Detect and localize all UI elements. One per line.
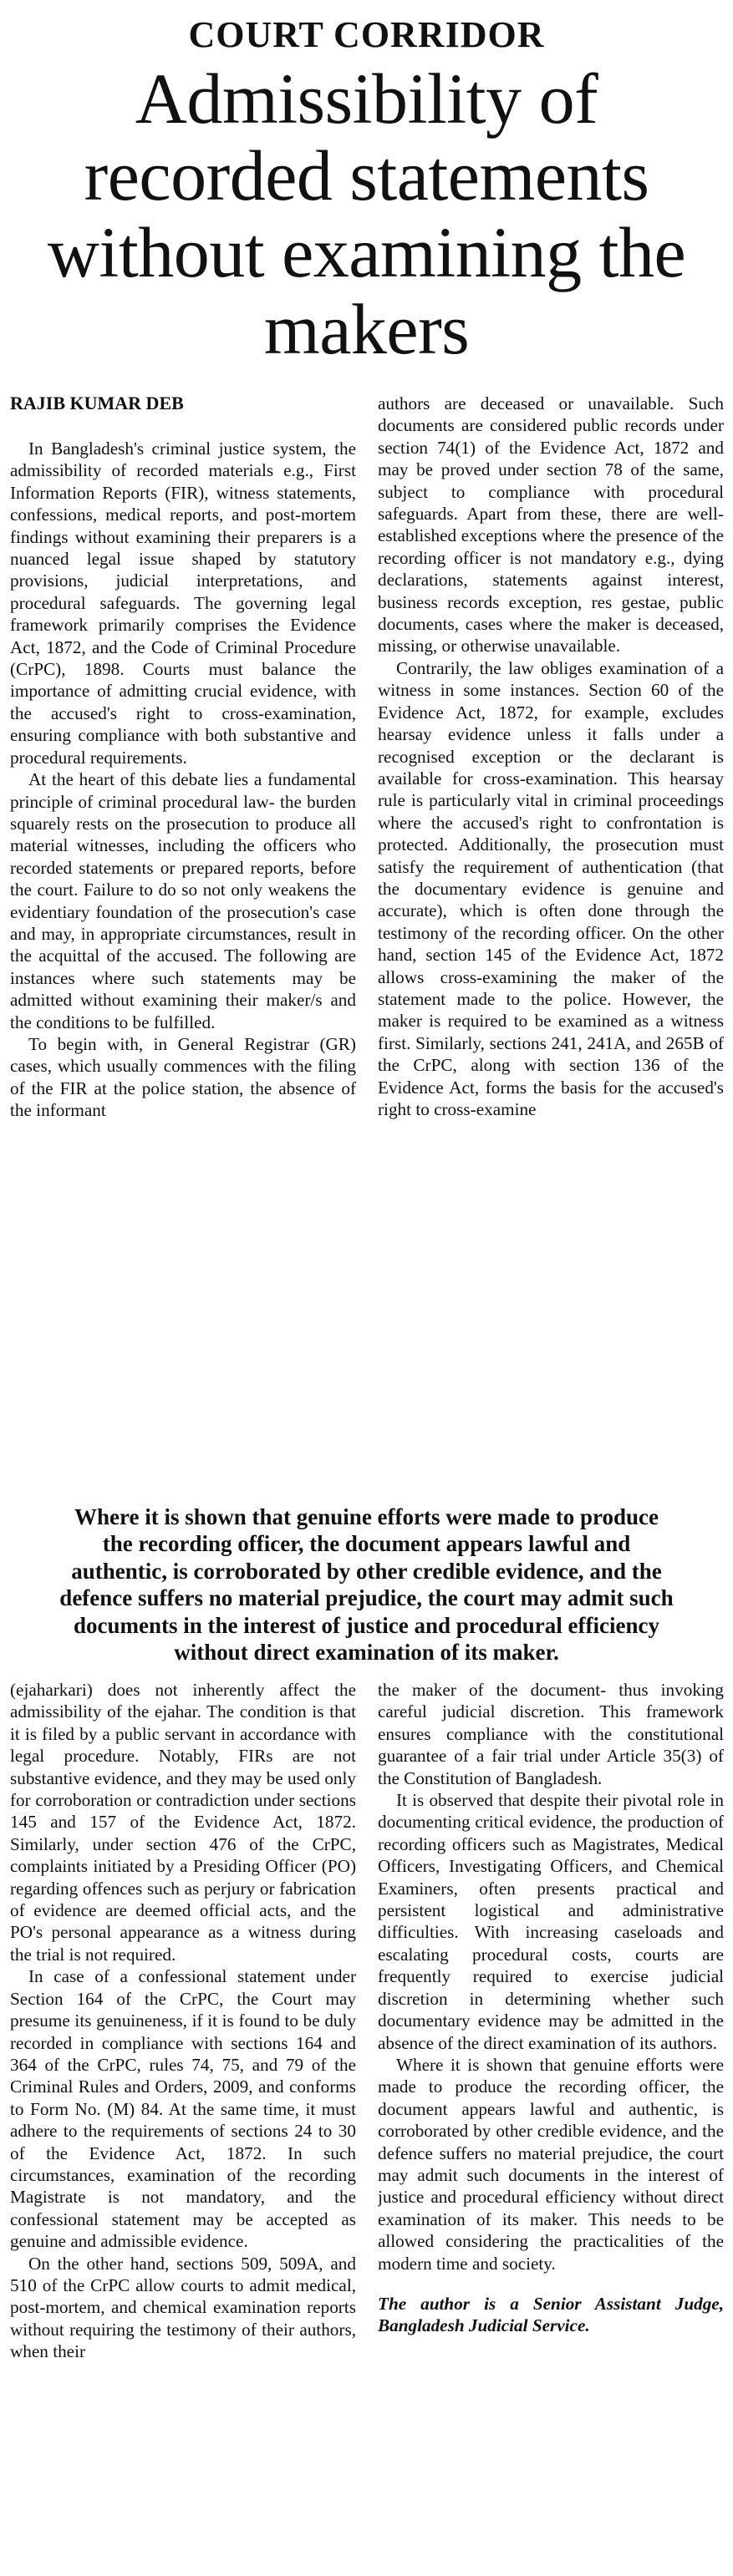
- paragraph: To begin with, in General Registrar (GR) cases, which usually commences with the filing of the FIR at the police station, the absence of the informant: [10, 1033, 356, 1121]
- section-kicker: COURT CORRIDOR: [188, 14, 545, 55]
- paragraph: In Bangladesh's criminal justice system, the admissibility of recorded materials e.g., First Information Reports (FIR), witness statements, confessions, medical reports, and post-mortem findings without examining their preparers is a nuanced legal issue shaped by statutory provisions, judicial interpretations, and procedural safeguards. The governing legal framework primarily comprises the Evidence Act, 1872, and the Code of Criminal Procedure (CrPC), 1898. Courts must balance the importance of admitting crucial evidence, with the accused's right to cross-examination, ensuring compliance with both substantive and procedural requirements.: [10, 439, 356, 768]
- headline: Admissibility of recorded statements without examining the makers: [47, 58, 686, 369]
- paragraph: Where it is shown that genuine efforts were made to produce the recording officer, the document appears lawful and authentic, is corroborated by other credible evidence, and the defence suffers no material prejudice, the court may admit such documents in the interest of justice and procedural efficiency without direct examination of its maker. This needs to be allowed considering the practicalities of the modern time and society.: [378, 2054, 724, 2274]
- paragraph: the maker of the document- thus invoking careful judicial discretion. This framework ensures compliance with the constitutional guarantee of a fair trial under Article 35(3) of the Constitution of Bangladesh.: [378, 1680, 724, 1788]
- paragraph: It is observed that despite their pivotal role in documenting critical evidence, the production of recording officers such as Magistrates, Medical Officers, Investigating Officers, and Chemical Examiners, often presents practical and persistent logistical and administrative difficulties. With increasing caseloads and escalating procedural costs, courts are frequently required to exercise judicial discretion in determining whether such documentary evidence may be admitted in the absence of the direct examination of its authors.: [378, 1790, 724, 2053]
- paragraph: At the heart of this debate lies a fundamental principle of criminal procedural law- the burden squarely rests on the prosecution to produce all material witnesses, including the officers who recorded statements or prepared reports, before the court. Failure to do so not only weakens the evidentiary foundation of the prosecution's case and may, in appropriate circumstances, result in the acquittal of the accused. The following are instances where such statements may be admitted without examining their maker/s and the conditions to be fulfilled.: [10, 769, 356, 1032]
- paragraph: In case of a confessional statement under Section 164 of the CrPC, the Court may presume its genuineness, if it is found to be duly recorded in compliance with sections 164 and 364 of the CrPC, rules 74, 75, and 79 of the Criminal Rules and Orders, 2009, and conforms to Form No. (M) 84. At the same time, it must adhere to the requirements of sections 24 to 30 of the Evidence Act, 1872. In such circumstances, examination of the recording Magistrate is not mandatory, and the confessional statement may be accepted as genuine and admissible evidence.: [10, 1966, 356, 2252]
- paragraph: authors are deceased or unavailable. Such documents are considered public records under section 74(1) of the Evidence Act, 1872 and may be proved under section 78 of the same, subject to compliance with procedural safeguards. Apart from these, there are well-established exceptions where the presence of the recording officer is not mandatory e.g., dying declarations, statements against interest, business records exception, res gestae, public documents, cases where the maker is deceased, missing, or otherwise unavailable.: [378, 393, 724, 657]
- body-column-3: [10, 1679, 356, 2574]
- body-column-4: [378, 1679, 724, 2574]
- body-column-2: [378, 393, 724, 1470]
- paragraph: (ejaharkari) does not inherently affect the admissibility of the ejahar. The condition is that it is filed by a public servant in accordance with legal procedure. Notably, FIRs are not substantive evidence, and they may be used only for corroboration or contradiction under sections 145 and 157 of the Evidence Act, 1872. Similarly, under section 476 of the CrPC, complaints initiated by a Presiding Officer (PO) regarding offences such as perjury or fabrication of evidence are deemed official acts, and the PO's personal appearance as a witness during the trial is not required.: [10, 1680, 356, 1965]
- pull-quote: Where it is shown that genuine efforts were made to produce the recording officer, the document appears lawful and authentic, is corroborated by other credible evidence, and the defence suffers no material prejudice, the court may admit such documents in the interest of justice and procedural efficiency without direct examination of its maker.: [59, 1504, 674, 1666]
- byline: RAJIB KUMAR DEB: [10, 393, 184, 413]
- body-column-1: [10, 438, 356, 1470]
- author-note: The author is a Senior Assistant Judge, Bangladesh Judicial Service.: [378, 2293, 724, 2336]
- paragraph: Contrarily, the law obliges examination of a witness in some instances. Section 60 of the Evidence Act, 1872, for example, excludes hearsay evidence unless it falls under a recognised exception or the declarant is available for cross-examination. This hearsay rule is particularly vital in criminal proceedings where the accused's right to confrontation is protected. Additionally, the prosecution must satisfy the requirement of authentication (that the documentary evidence is genuine and accurate), which is often done through the testimony of the recording officer. On the other hand, section 145 of the Evidence Act, 1872 allows cross-examining the maker of the statement made to the police. However, the maker is required to be examined as a witness first. Similarly, sections 241, 241A, and 265B of the CrPC, along with section 136 of the Evidence Act, forms the basis for the accused's right to cross-examine: [378, 657, 724, 1119]
- paragraph: On the other hand, sections 509, 509A, and 510 of the CrPC allow courts to admit medical, post-mortem, and chemical examination reports without requiring the testimony of their authors, when their: [10, 2253, 356, 2362]
